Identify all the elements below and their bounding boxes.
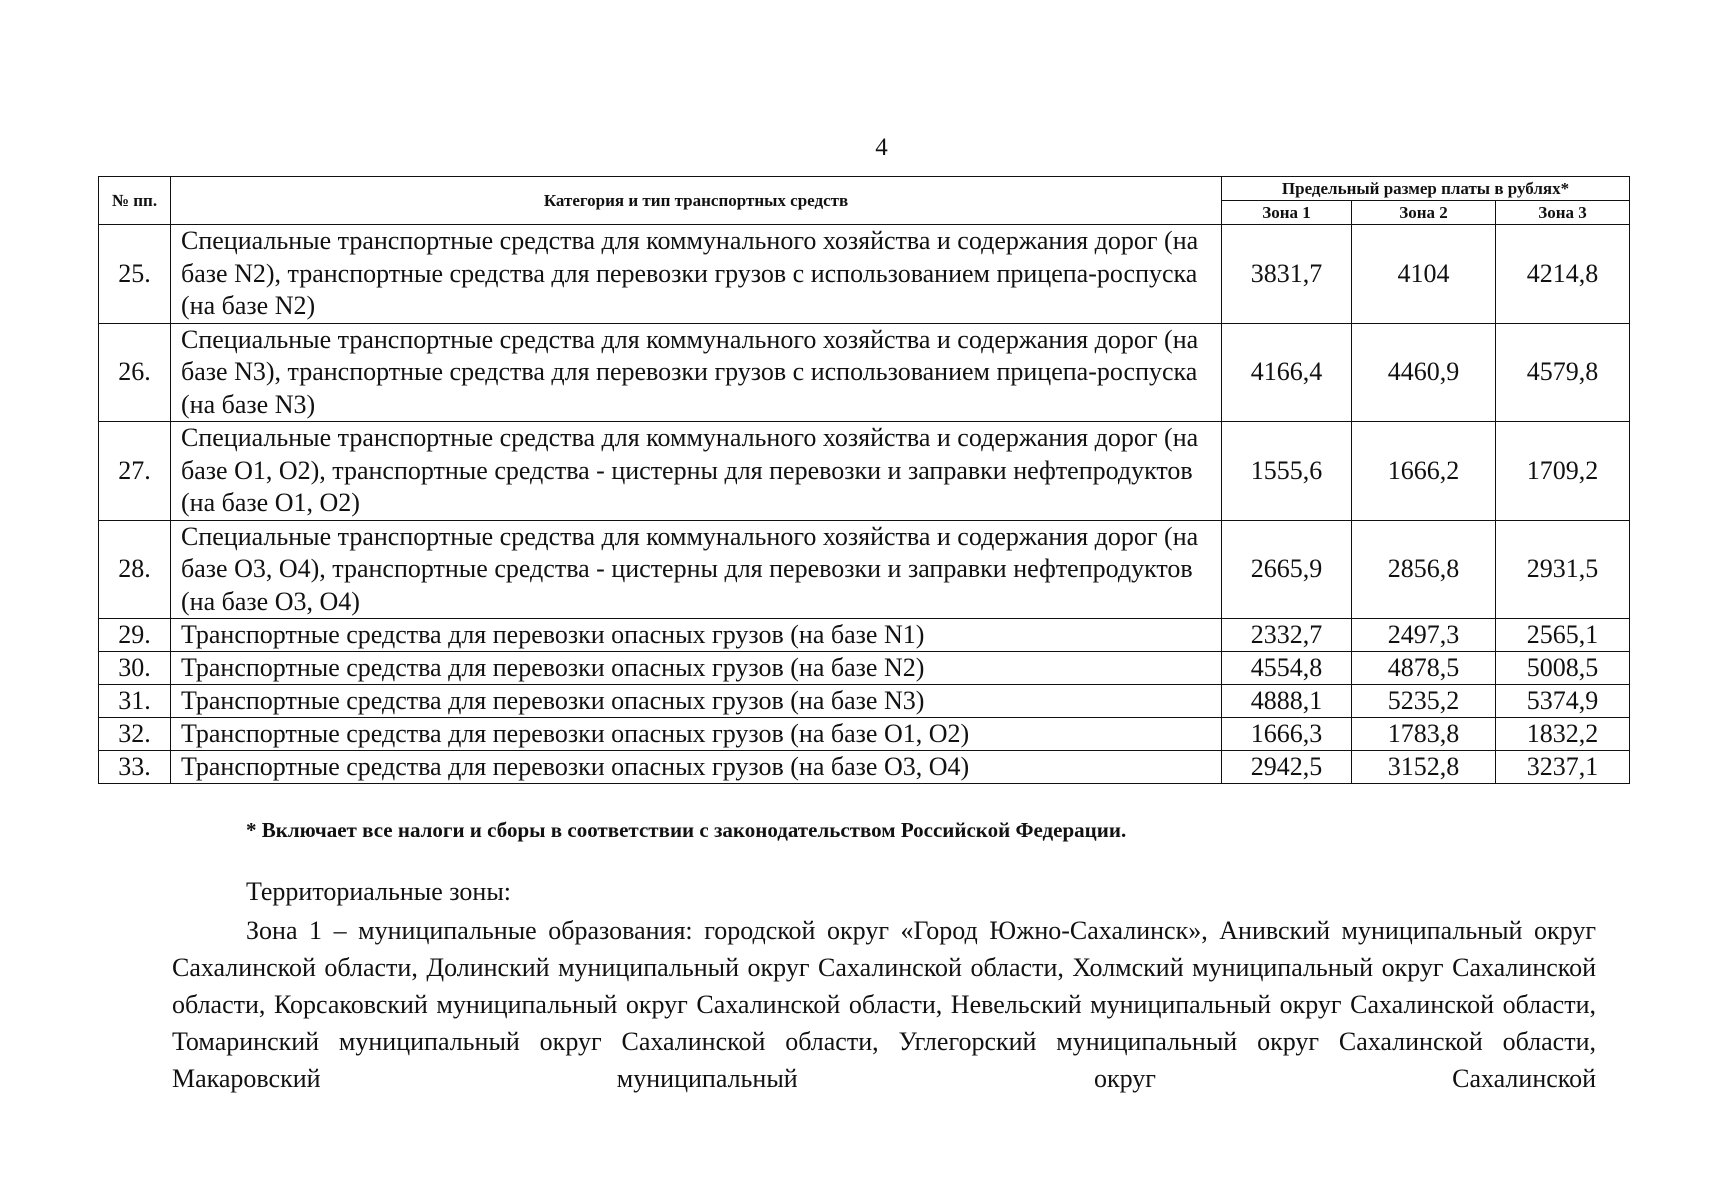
row-zone-1-fee: 3831,7 [1222,225,1352,324]
row-zone-3-fee: 2565,1 [1496,619,1630,652]
header-zone-1: Зона 1 [1222,201,1352,225]
row-zone-1-fee: 4888,1 [1222,685,1352,718]
row-zone-3-fee: 5374,9 [1496,685,1630,718]
footnote: * Включает все налоги и сборы в соответствии с законодательством Российской Федерации. [246,818,1127,842]
table-row [99,652,1630,685]
row-zone-2-fee: 4104 [1352,225,1496,324]
row-description: Специальные транспортные средства для коммунального хозяйства и содержания дорог (на базе N2), транспортные средства для перевозки грузов с использованием прицепа-роспуска (на базе N2) [171,225,1222,324]
header-zone-2: Зона 2 [1352,201,1496,225]
row-zone-3-fee: 2931,5 [1496,520,1630,619]
row-zone-2-fee: 5235,2 [1352,685,1496,718]
table-row [99,225,1630,324]
row-description: Специальные транспортные средства для коммунального хозяйства и содержания дорог (на базе N3), транспортные средства для перевозки грузов с использованием прицепа-роспуска (на базе N3) [171,323,1222,422]
row-zone-1-fee: 1666,3 [1222,718,1352,751]
row-zone-1-fee: 4554,8 [1222,652,1352,685]
row-zone-1-fee: 2332,7 [1222,619,1352,652]
table-header [99,177,1630,225]
row-zone-2-fee: 2856,8 [1352,520,1496,619]
row-number: 28. [99,520,171,619]
table-row [99,685,1630,718]
row-zone-2-fee: 4460,9 [1352,323,1496,422]
row-zone-3-fee: 1709,2 [1496,422,1630,521]
row-zone-1-fee: 4166,4 [1222,323,1352,422]
row-description: Транспортные средства для перевозки опасных грузов (на базе O3, O4) [171,751,1222,784]
row-number: 33. [99,751,171,784]
row-zone-2-fee: 2497,3 [1352,619,1496,652]
header-category: Категория и тип транспортных средств [171,177,1222,225]
header-num: № пп. [99,177,171,225]
zones-heading: Территориальные зоны: [246,877,512,906]
row-zone-3-fee: 4579,8 [1496,323,1630,422]
table-row [99,751,1630,784]
row-zone-3-fee: 3237,1 [1496,751,1630,784]
row-description: Транспортные средства для перевозки опасных грузов (на базе N3) [171,685,1222,718]
row-description: Специальные транспортные средства для коммунального хозяйства и содержания дорог (на базе O3, O4), транспортные средства - цистерны для перевозки и заправки нефтепродуктов (на базе O3, O4) [171,520,1222,619]
row-number: 32. [99,718,171,751]
table-body [99,225,1630,784]
row-number: 29. [99,619,171,652]
row-zone-2-fee: 1783,8 [1352,718,1496,751]
table-row [99,718,1630,751]
table-row [99,323,1630,422]
row-description: Транспортные средства для перевозки опасных грузов (на базе N1) [171,619,1222,652]
row-zone-3-fee: 4214,8 [1496,225,1630,324]
row-number: 31. [99,685,171,718]
table-row [99,520,1630,619]
fee-table [98,176,1630,784]
row-number: 30. [99,652,171,685]
row-description: Специальные транспортные средства для коммунального хозяйства и содержания дорог (на базе O1, O2), транспортные средства - цистерны для перевозки и заправки нефтепродуктов (на базе O1, O2) [171,422,1222,521]
header-fee-group: Предельный размер платы в рублях* [1222,177,1630,201]
header-zone-3: Зона 3 [1496,201,1630,225]
row-zone-1-fee: 2942,5 [1222,751,1352,784]
row-zone-3-fee: 1832,2 [1496,718,1630,751]
row-number: 26. [99,323,171,422]
row-zone-2-fee: 4878,5 [1352,652,1496,685]
row-zone-3-fee: 5008,5 [1496,652,1630,685]
table-row [99,619,1630,652]
zone-1-paragraph: Зона 1 – муниципальные образования: городской округ «Город Южно-Сахалинск», Анивский муниципальный округ Сахалинской области, Долинский муниципальный округ Сахалинской области, Холмский муниципальный округ Сахалинской области, Корсаковский муниципальный округ Сахалинской области, Невельский муниципальный округ Сахалинской области, Томаринский муниципальный округ Сахалинской области, Углегорский муниципальный округ Сахалинской области, Макаровский муниципальный округ Сахалинской [172,916,1596,1093]
row-zone-2-fee: 3152,8 [1352,751,1496,784]
row-zone-1-fee: 1555,6 [1222,422,1352,521]
row-zone-2-fee: 1666,2 [1352,422,1496,521]
page-number: 4 [875,134,888,161]
row-description: Транспортные средства для перевозки опасных грузов (на базе O1, O2) [171,718,1222,751]
row-number: 25. [99,225,171,324]
row-number: 27. [99,422,171,521]
row-description: Транспортные средства для перевозки опасных грузов (на базе N2) [171,652,1222,685]
row-zone-1-fee: 2665,9 [1222,520,1352,619]
table-row [99,422,1630,521]
